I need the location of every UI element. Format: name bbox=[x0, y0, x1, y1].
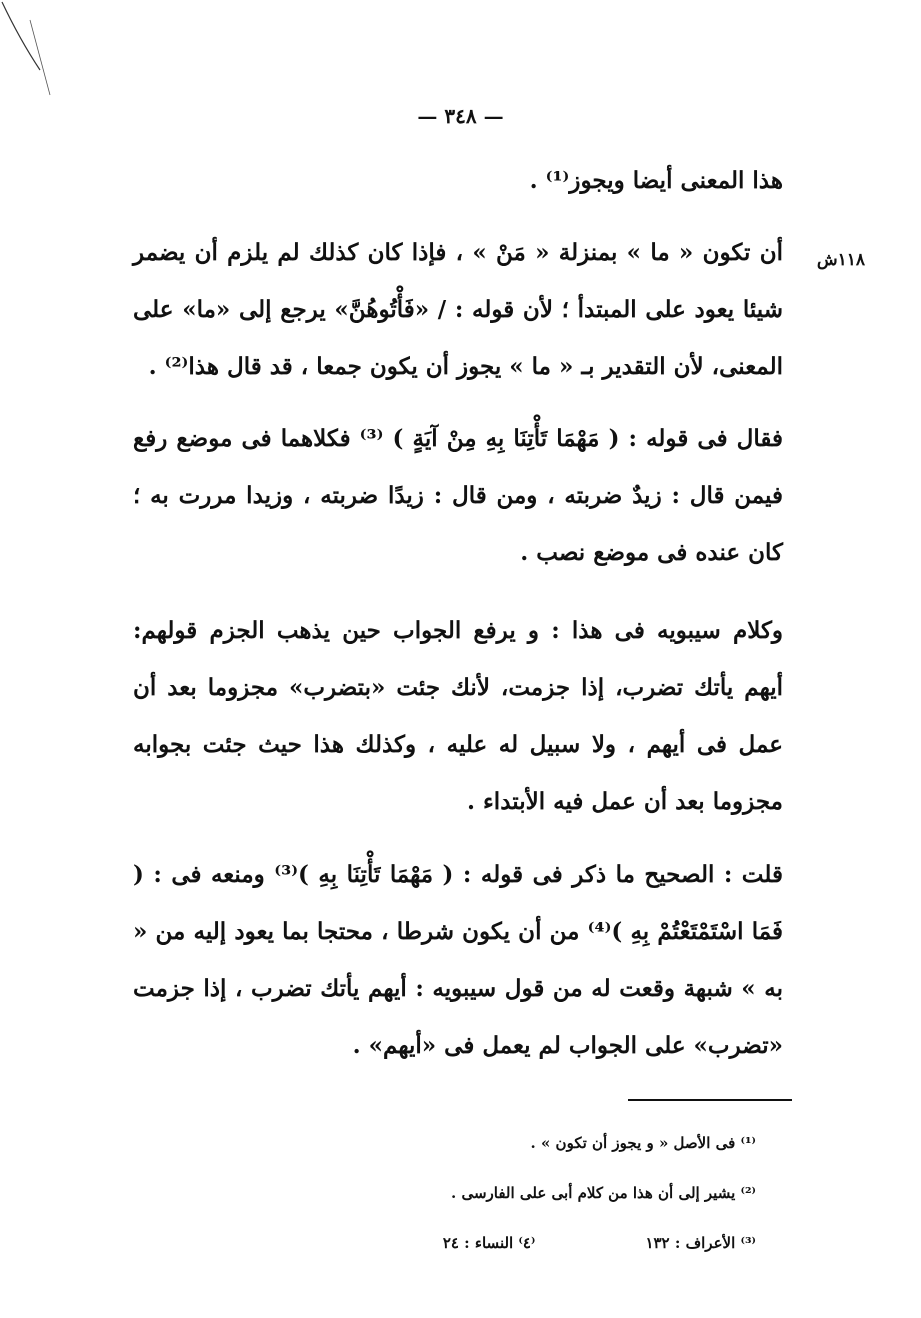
footnote-4: ⁽٤⁾ النساء : ٢٤ bbox=[442, 1234, 536, 1252]
paragraph-sibawayh-quote: وكلام سيبويه فى هذا : و يرفع الجواب حين يذهب الجزم قولهم: أيهم يأتك تضرب، إذا جزمت، لأنك جئت «بتضرب» مجزوما بعد أن عمل فى أيهم ، ولا سبيل له عليه ، وكذلك هذا حيث جئت بجوابه مجزوما بعد أن عمل فيه الأبتداء . bbox=[133, 617, 783, 815]
footnote-1: ⁽¹⁾ فى الأصل « و يجوز أن تكون » . bbox=[530, 1134, 756, 1152]
page-number: — ٣٤٨ — bbox=[417, 104, 504, 128]
paragraph-continuation: هذا المعنى أيضا ويجوز⁽¹⁾ . bbox=[529, 167, 783, 194]
paragraph-ma-as-man: أن تكون « ما » بمنزلة « مَنْ » ، فإذا كان كذلك لم يلزم أن يضمر شيئا يعود على المبتدأ ؛ لأن قوله : / «فَأْتُوهُنَّ» يرجع إلى «ما» على المعنى، لأن التقدير بـ « ما » يجوز أن يكون جمعا ، قد قال هذا⁽²⁾ . bbox=[133, 239, 783, 380]
footnote-3-4 bbox=[196, 1234, 756, 1252]
footnote-divider bbox=[628, 1099, 792, 1101]
margin-folio-note: ١١٨ش bbox=[816, 250, 866, 270]
paragraph-author-opinion: قلت : الصحيح ما ذكر فى قوله : ( مَهْمَا تَأْتِنَا بِهِ )⁽³⁾ ومنعه فى : ( فَمَا اسْتَمْتَعْتُمْ بِهِ )⁽⁴⁾ من أن يكون شرطا ، محتجا بما يعود إليه من « به » شبهة وقعت له من قول سيبويه : أيهم يأتك تضرب ، إذا جزمت «تضرب» على الجواب لم يعمل فى «أيهم» . bbox=[133, 861, 783, 1059]
scan-edge-mark bbox=[0, 0, 80, 120]
footnote-3: ⁽³⁾ الأعراف : ١٣٢ bbox=[645, 1234, 756, 1252]
paragraph-mahma-verse: فقال فى قوله : ( مَهْمَا تَأْتِنَا بِهِ مِنْ آيَةٍ ) ⁽³⁾ فكلاهما فى موضع رفع فيمن قال : زيدٌ ضربته ، ومن قال : زيدًا ضربته ، وزيدا مررت به ؛ كان عنده فى موضع نصب . bbox=[133, 425, 783, 566]
footnote-2: ⁽²⁾ يشير إلى أن هذا من كلام أبى على الفارسى . bbox=[451, 1184, 756, 1202]
